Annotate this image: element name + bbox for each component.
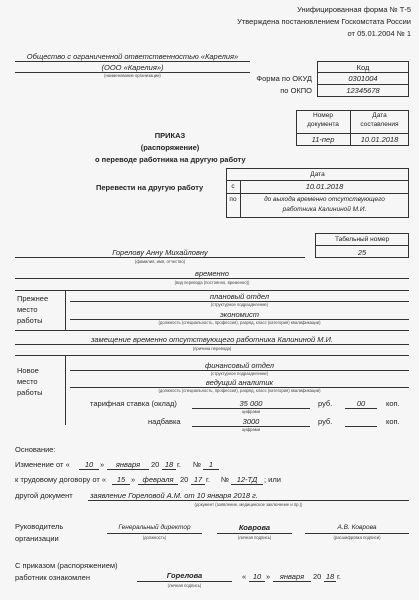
other-doc-label: другой документ [15,491,73,500]
tabnum-header: Табельный номер [334,236,390,243]
rate-caption: цифрами [241,409,261,414]
employee-name: Горелову Анну Михайловну [112,248,208,257]
rate-kop-value: 00 [356,399,366,408]
contract-number: 12-ТД [236,475,258,484]
approval-date: от 05.01.2004 № 1 [347,29,411,38]
doc-subtitle: (распоряжение) [140,143,200,152]
head-label-1: Руководитель [15,522,64,531]
contract-year: 17 [193,475,203,484]
okpo-label: по ОКПО [280,86,312,95]
prev-position: экономист [219,310,259,319]
rate-value: 35 000 [239,399,263,408]
org-caption: (наименование организации) [104,73,161,78]
org-short-name: (ООО «Карелия») [101,63,164,72]
ack-year: 18 [325,572,335,581]
change-month: января [115,460,141,469]
transfer-reason: замещение временно отсутствующего работника Калининой М.И. [91,335,333,344]
contract-label: к трудовому договору от « [15,475,107,484]
transfer-to-value-2: работника Калининой М.И. [282,206,367,213]
new-label-2: место [17,377,38,386]
okud-value: 0301004 [348,74,378,83]
contract-month: февраля [142,475,174,484]
prev-department: плановый отдел [209,292,270,301]
transfer-label: Перевести на другую работу [96,183,204,192]
contract-day: 15 [116,475,126,484]
bonus-kop: коп. [386,417,400,426]
new-department-caption: (структурное подразделение) [210,371,269,376]
change-number: 1 [208,460,214,469]
docdate-header-1: Дата [372,112,387,119]
docdate-header-2: составления [360,121,399,128]
new-label-3: работы [17,388,43,397]
ack-label-2: работник ознакомлен [15,573,90,582]
prev-label-3: работы [17,316,43,325]
basis-label: Основание: [15,445,56,454]
tabnum-value: 25 [357,248,367,257]
ack-signature: Горелова [166,571,203,580]
ack-day: 10 [252,572,262,581]
head-decoding-caption: (расшифровка подписи) [333,535,381,540]
head-label-2: организации [15,534,59,543]
head-decoding: А.В. Коврова [337,524,377,531]
transfer-to-value-1: до выхода временно отсутствующего [264,196,385,203]
bonus-caption: цифрами [241,427,261,432]
doc-title: ПРИКАЗ [154,131,186,140]
prev-department-caption: (структурное подразделение) [210,302,269,307]
org-name: Общество с ограниченной ответственностью «Карелия» [26,52,239,61]
head-signature-caption: (личная подпись) [237,535,272,540]
new-label-1: Новое [17,366,39,375]
new-department: финансовый отдел [204,361,275,370]
other-doc-caption: (документ (заявление, медицинское заключение и пр.)) [194,502,303,507]
org-name-line [15,61,250,62]
transfer-from-label: с [231,183,235,190]
codes-header: Код [356,63,370,72]
prev-label-2: место [17,305,38,314]
change-day: 10 [84,460,94,469]
prev-label-1: Прежнее [17,294,49,303]
okpo-value: 12345678 [346,86,380,95]
transfer-date-header: Дата [310,171,325,178]
ack-signature-caption: (личная подпись) [167,583,202,588]
ack-label-1: С приказом (распоряжением) [15,561,118,570]
head-position-caption: (должность) [142,535,167,540]
transfer-to-label: по [229,196,237,203]
rate-kop: коп. [386,399,400,408]
doc-number: 11-пер [311,135,335,144]
rate-rub: руб. [318,399,333,408]
doc-date: 10.01.2018 [360,135,399,144]
change-label: Изменение от « [15,460,70,469]
form-number: Унифицированная форма № Т-5 [297,5,411,14]
employee-name-caption: (фамилия, имя, отчество) [134,259,186,264]
bonus-rub: руб. [318,417,333,426]
bonus-value: 3000 [242,417,260,426]
doc-subject: о переводе работника на другую работу [95,155,246,164]
new-position-caption: (должность (специальность, профессия), разряд, класс (категория) квалификации) [158,388,321,393]
head-position: Генеральный директор [118,524,191,531]
transfer-reason-caption: (причина перевода) [192,346,232,351]
docnum-header-1: Номер [312,112,333,119]
rate-label: тарифная ставка (оклад) [90,399,177,408]
change-year: 18 [164,460,174,469]
bonus-label: надбавка [148,417,181,426]
approval-note: Утверждена постановлением Госкомстата России [237,17,411,26]
transfer-from-date: 10.01.2018 [305,182,344,191]
transfer-kind-caption: (вид перевода (постоянно, временно)) [174,280,250,285]
head-signature: Коврова [238,523,271,532]
new-position: ведущий аналитик [205,378,274,387]
ack-month: января [279,572,305,581]
prev-position-caption: (должность (специальность, профессия), разряд, класс (категория) квалификации) [158,320,321,325]
other-doc-value: заявление Гореловой А.М. от 10 января 2018 г. [90,491,258,500]
okud-label: Форма по ОКУД [256,74,312,83]
transfer-kind: временно [195,269,229,278]
docnum-header-2: документа [307,121,339,128]
